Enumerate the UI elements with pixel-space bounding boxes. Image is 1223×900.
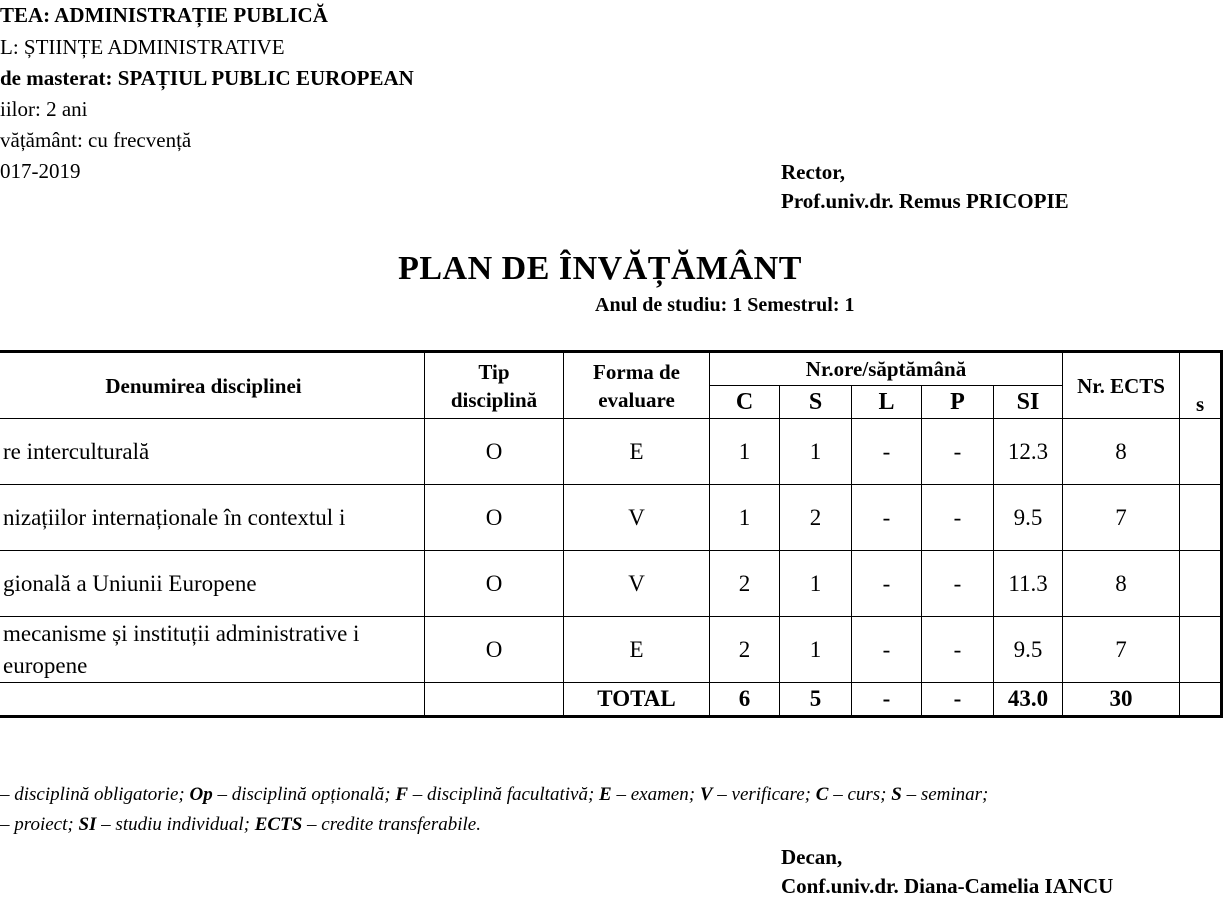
legend-key: E: [599, 784, 612, 805]
cell-s: 1: [780, 551, 852, 617]
legend-key: SI: [78, 814, 97, 835]
cell-forma: E: [564, 419, 710, 485]
document-title: PLAN DE ÎNVĂȚĂMÂNT: [398, 250, 802, 287]
cell-c: 2: [710, 551, 780, 617]
table-row: [0, 617, 1222, 683]
cell-si: 9.5: [994, 617, 1063, 683]
cell-c: 2: [710, 617, 780, 683]
table-row: [0, 419, 1222, 485]
cell-total-extra: [1180, 683, 1222, 717]
cell-total-p: -: [922, 683, 994, 717]
cell-ects: 8: [1063, 551, 1180, 617]
cell-s: 1: [780, 617, 852, 683]
rector-title: Rector,: [781, 160, 845, 184]
cell-extra: [1180, 485, 1222, 551]
legend-key: ECTS: [254, 814, 303, 835]
cell-si: 11.3: [994, 551, 1063, 617]
cell-p: -: [922, 617, 994, 683]
cell-extra: [1180, 419, 1222, 485]
legend-text: – disciplină facultativă;: [408, 784, 600, 805]
cell-tip: O: [425, 419, 564, 485]
legend-key: C: [815, 784, 829, 805]
col-header-extra: [1180, 352, 1222, 419]
cell-forma: V: [564, 551, 710, 617]
dean-title: Decan,: [781, 845, 843, 869]
cell-l: -: [852, 485, 922, 551]
legend-key: S: [891, 784, 902, 805]
col-header-extra-text: s: [1195, 392, 1205, 416]
cell-discipline: mecanisme și instituții administrative i europene: [0, 617, 425, 683]
curriculum-table: [0, 350, 1223, 718]
cell-s: 2: [780, 485, 852, 551]
col-header-forma: Forma de evaluare: [564, 352, 710, 419]
cell-total-empty: [425, 683, 564, 717]
cell-l: -: [852, 617, 922, 683]
cell-p: -: [922, 551, 994, 617]
legend-text: – seminar;: [901, 784, 989, 805]
cell-tip: O: [425, 617, 564, 683]
col-header-si: SI: [994, 386, 1063, 419]
rector-name: Prof.univ.dr. Remus PRICOPIE: [781, 189, 1069, 213]
document-subtitle: Anul de studiu: 1 Semestrul: 1: [595, 294, 855, 316]
cell-s: 1: [780, 419, 852, 485]
legend-key: Op: [189, 784, 213, 805]
cell-discipline: gională a Uniunii Europene: [0, 551, 425, 617]
cell-extra: [1180, 617, 1222, 683]
program-value: SPAȚIUL PUBLIC EUROPEAN: [117, 66, 414, 90]
cell-total-si: 43.0: [994, 683, 1063, 717]
cell-total-c: 6: [710, 683, 780, 717]
faculty-line: TEA: ADMINISTRAȚIE PUBLICĂ: [0, 3, 328, 27]
cell-extra: [1180, 551, 1222, 617]
cell-total-s: 5: [780, 683, 852, 717]
col-header-p: P: [922, 386, 994, 419]
program-line: [0, 66, 414, 90]
cell-ects: 7: [1063, 617, 1180, 683]
table-row: [0, 551, 1222, 617]
legend-text: – disciplină opțională;: [212, 784, 396, 805]
legend-text: – credite transferabile.: [302, 814, 481, 835]
col-header-tip: Tip disciplină: [425, 352, 564, 419]
curriculum-table-wrap: [0, 350, 1220, 718]
cell-ects: 7: [1063, 485, 1180, 551]
cell-tip: O: [425, 485, 564, 551]
legend-line-2: [0, 814, 481, 836]
legend-key: V: [699, 784, 713, 805]
cell-p: -: [922, 485, 994, 551]
cell-l: -: [852, 551, 922, 617]
col-header-ects: Nr. ECTS: [1063, 352, 1180, 419]
duration-line: iilor: 2 ani: [0, 97, 88, 121]
table-header-row-1: [0, 352, 1222, 386]
cell-ects: 8: [1063, 419, 1180, 485]
cell-tip: O: [425, 551, 564, 617]
col-header-l: L: [852, 386, 922, 419]
program-label: de masterat:: [0, 66, 118, 90]
dean-name: Conf.univ.dr. Diana-Camelia IANCU: [781, 874, 1114, 898]
cell-discipline: nizațiilor internaționale în contextul i: [0, 485, 425, 551]
col-header-s: S: [780, 386, 852, 419]
cell-total-empty: [0, 683, 425, 717]
cell-p: -: [922, 419, 994, 485]
cell-total-label: TOTAL: [564, 683, 710, 717]
cell-forma: V: [564, 485, 710, 551]
legend-text: – proiect;: [0, 814, 79, 835]
legend-text: – studiu individual;: [96, 814, 255, 835]
legend-text: – curs;: [828, 784, 892, 805]
legend-text: – verificare;: [712, 784, 816, 805]
col-header-c: C: [710, 386, 780, 419]
legend-line-1: [0, 784, 988, 806]
table-total-row: [0, 683, 1222, 717]
col-header-name: Denumirea disciplinei: [0, 352, 425, 419]
cell-c: 1: [710, 419, 780, 485]
cell-c: 1: [710, 485, 780, 551]
cell-si: 12.3: [994, 419, 1063, 485]
domain-line: L: ȘTIINȚE ADMINISTRATIVE: [0, 35, 285, 59]
col-header-hours: Nr.ore/săptămână: [710, 352, 1063, 386]
cell-si: 9.5: [994, 485, 1063, 551]
cell-total-ects: 30: [1063, 683, 1180, 717]
study-form-line: vățământ: cu frecvență: [0, 128, 192, 152]
cell-l: -: [852, 419, 922, 485]
table-row: [0, 485, 1222, 551]
promotion-line: 017-2019: [0, 159, 81, 183]
legend-text: – examen;: [611, 784, 700, 805]
cell-discipline: re interculturală: [0, 419, 425, 485]
legend-key: F: [395, 784, 408, 805]
cell-total-l: -: [852, 683, 922, 717]
legend-text: – disciplină obligatorie;: [0, 784, 190, 805]
cell-forma: E: [564, 617, 710, 683]
